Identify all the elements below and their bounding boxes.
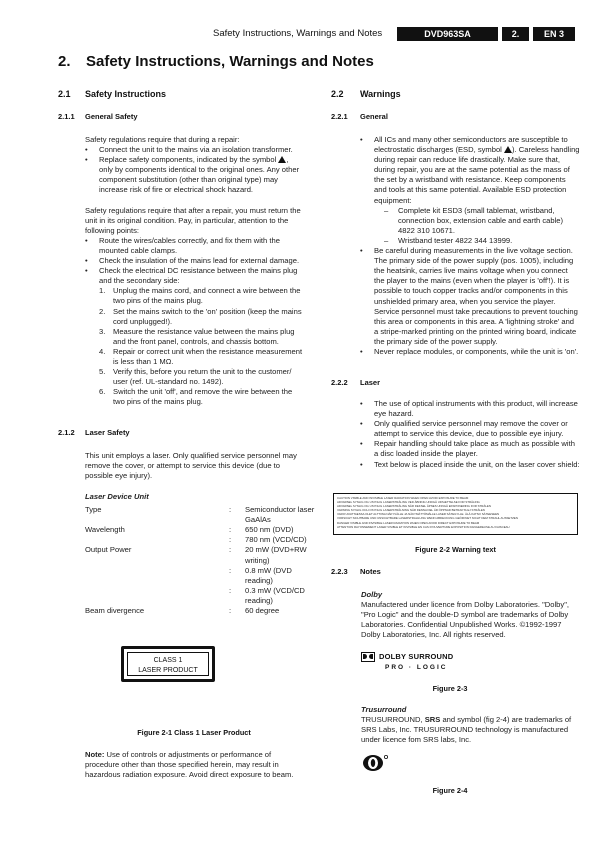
figure-2-1-caption: Figure 2-1 Class 1 Laser Product [137,728,251,737]
spec-colon: : [229,535,232,545]
list-item [360,399,580,419]
paragraph: Safety regulations require that after a repair, you must return the unit in its original condition. Pay, in particular, attention to the following points: [85,205,301,235]
warning-line: VARNING SYNLIG OCH OSYNLIG LASERSTRÅLNING NÄR DENNA DEL ÄR ÖPPNAD BETRAKTA EJ STRÅLEN [337,508,485,513]
laser-spec-table [85,492,315,616]
list-item-text: ). Careless handling during repair can reduce life drastically. Make sure that, during repair, you are at the same potential as the mass of the set by a wristband with resistance. Keep components and tools at this same potential. Available ESD protection equipment: [374,145,580,205]
esd-icon [504,146,512,153]
list-item [360,439,580,459]
trusurround-note [361,705,579,755]
laser-label-inner [127,652,209,676]
section-number: 2.1 [58,89,71,99]
warning-line: ATTENTION RAYONNEMENT LASER VISIBLE ET INVISIBLE EN CAS D'OUVERTURE EXPOSITION DANGEREUSE AU FAISCEAU [337,524,510,529]
section-title: Safety Instructions [85,89,167,99]
step-number: 6. [99,387,106,397]
spec-value: reading) [245,595,273,605]
spec-key: Wavelength [85,525,125,535]
step-text: Verify this, before you return the unit to the customer/ user (ref. UL-standard no. 1492). [113,367,292,387]
list-item [85,256,303,266]
warning-line: VARO! AVATTAESSA OLET ALTTIINA NÄKYVÄLLE JA NÄKYMÄTTÖMÄLLE LASER SÄTEILYLLE. ÄLÄ KATSO SÄTEESEEN [337,512,500,517]
section-number: 2.2.3 [331,567,348,576]
header-model: DVD963SA [397,27,498,41]
warning-line: CAUTION VISIBLE AND INVISIBLE LASER RADIATION WHEN OPEN AVOID EXPOSURE TO BEAM [337,496,469,500]
bullet-list [360,135,580,357]
spec-colon: : [229,565,232,575]
list-item-text: Only qualified service personnel may remove the cover or attempt to service this device, due to possible eye injury. [374,419,568,439]
dash-list [374,206,580,246]
spec-row-output-power [85,545,315,565]
spec-colon: : [229,545,232,555]
section-number: 2.2.2 [331,378,348,387]
list-item-text: All ICs and many other semiconductors are susceptible to electrostatic discharges (ESD, symbol [374,135,568,155]
double-d-icon [361,652,375,662]
list-item [85,145,303,155]
section-number: 2.2 [331,89,344,99]
list-item-text: Wristband tester 4822 344 13999. [398,235,513,245]
spec-key: Type [85,505,102,515]
trusurround-heading: Trusurround [361,705,407,714]
list-item-text: Connect the unit to the mains via an isolation transformer. [99,145,293,155]
spec-value: writing) [245,555,270,565]
spec-value: 0.3 mW (VCD/CD [245,585,305,595]
step-text: Set the mains switch to the 'on' position (keep the mains cord unplugged!). [113,306,302,326]
list-item [99,347,303,367]
step-text: Unplug the mains cord, and connect a wire between the two pins of the mains plug. [113,286,301,306]
section-number: 2.1.1 [58,112,75,121]
paragraph-text: and symbol (fig 2-4) are trademarks of SRS Labs, Inc. TRUSURROUND technology is manufactured under licence fom SRS labs, Inc. [361,715,572,745]
paragraph-text: TRUSURROUND, [361,715,425,725]
paragraph: Safety regulations require that during a repair: [85,135,240,144]
chapter-text: Safety Instructions, Warnings and Notes [86,53,374,70]
warnings-general-text [360,135,580,357]
list-item-text: Repair handling should take place as much as possible with a disc loaded inside the player. [374,439,575,459]
section-title: Warnings [360,89,401,99]
section-title: General [360,112,388,121]
laser-note [85,750,307,790]
step-text: Measure the resistance value between the mains plug and the front panel, controls, and chassis bottom. [113,326,295,346]
page-header [0,27,595,41]
spec-value: 0.8 mW (DVD [245,565,292,575]
spec-value: Semiconductor laser [245,505,315,515]
laser-warning-label [333,493,578,535]
list-item-text: Never replace modules, or components, while the unit is 'on'. [374,346,579,356]
list-item [99,387,303,407]
laser-label-line: CLASS 1 [153,657,183,664]
list-item-text: Route the wires/cables correctly, and fix them with the mounted cable clamps. [99,235,280,255]
list-item-text: The use of optical instruments with this product, will increase eye hazard. [374,399,578,419]
bullet-list [85,236,303,286]
class-1-laser-label [121,646,215,682]
spec-value: reading) [245,575,273,585]
list-item [85,266,303,286]
step-number: 5. [99,367,106,377]
spec-row-output-power-3 [85,586,315,606]
numbered-steps [85,286,303,407]
bullet-list [85,145,303,195]
list-item-text: Be careful during measurements in the live voltage section. The primary side of the power supply (pos. 1005), including the heatsink, carries live mains voltage when you connect the player to the mains (even when the player is 'off'!). It is possible to touch copper tracks and/or components in this unshielded primary area, when you service the player. Service personnel must take precautions to prevent touching this area or components in this area. A 'lightning stroke' and a stripe-marked printing on the printed wiring board, indicate the primary side of the power supply. [374,246,578,346]
step-number: 3. [99,326,106,336]
step-text: Repair or correct unit when the resistance measurement is less than 1 MΩ. [113,346,303,366]
list-item-text: Text below is placed inside the unit, on the laser cover shield: [374,459,580,469]
laser-warnings-text [360,399,580,470]
dolby-surround-logo [361,652,457,674]
dolby-logo-line: DOLBY SURROUND [379,652,454,661]
spec-colon: : [229,505,232,515]
warning-line: VORSICHT SICHTBARE UND UNSICHTBARE LASERSTRAHLUNG WENN ABDECKUNG GEÖFFNET NICHT DEM STRAHL AUSSETZEN [337,516,518,521]
spec-row-wavelength [85,525,315,535]
list-item [360,460,580,470]
section-number: 2.1.2 [58,428,75,437]
list-item-text: Check the insulation of the mains lead for external damage. [99,256,300,266]
dolby-heading: Dolby [361,590,383,599]
spec-value: 650 nm (DVD) [245,525,294,535]
list-item [99,327,303,347]
header-page: EN 3 [533,27,575,41]
step-number: 1. [99,286,106,296]
paragraph: This unit employs a laser. Only qualified service personnel may remove the cover, or attempt to service this device (due to possible eye injury). [85,451,297,481]
section-title: Laser Safety [85,428,130,437]
section-title: Laser [360,378,381,387]
spec-key: Beam divergence [85,606,145,616]
dolby-note [361,590,579,650]
laser-label-line: LASER PRODUCT [138,667,198,674]
list-item [99,367,303,387]
chapter-number: 2. [58,53,71,70]
list-item-text: Complete kit ESD3 (small tablemat, wristband, connection box, extension cable and earth cable) 4822 310 10671. [398,205,564,235]
spec-row-output-power-2 [85,566,315,586]
note-text: Use of controls or adjustments or performance of procedure other than those specified herein, may result in hazardous radiation exposure. Avoid direct exposure to beam. [85,750,294,780]
spec-row-wavelength-2 [85,535,315,545]
warning-line: ADVARSEL SYNLIG OG USYNLIG LASERSTRÅLING NÅR DEKSEL ÅPNES UNNGÅ EKSPONERING FOR STRÅLEN [337,504,491,509]
list-item [360,347,580,357]
laser-safety-text [85,451,303,491]
bullet-list [360,399,580,470]
step-number: 2. [99,306,106,316]
dolby-logo-line: PRO · LOGIC [385,664,448,671]
spec-value: 780 nm (VCD/CD) [245,535,307,545]
list-item [384,206,580,236]
list-item [360,135,580,246]
section-number: 2.2.1 [331,112,348,121]
srs-mark: SRS [424,715,441,725]
chapter-title [58,53,374,70]
spec-colon: : [229,525,232,535]
figure-2-3-caption: Figure 2-3 [432,684,468,693]
list-item-text: Replace safety components, indicated by the symbol [99,155,277,165]
list-item-text: Check the electrical DC resistance between the mains plug and the secondary side: [99,266,298,286]
warning-line: DANGER VISIBLE AND INVISIBLE LASER RADIATION WHEN OPEN AVOID DIRECT EXPOSURE TO BEAM [337,520,480,525]
list-item [99,307,303,327]
list-item [85,155,303,195]
list-item [360,246,580,347]
paragraph: Manufactered under licence from Dolby Laboratories. "Dolby", "Pro Logic" and the double-D symbol are trademarks of Dolby Laboratories. Confidential Unpublished Works. ©1992-1997 Dolby Laboratories, Inc. All rights reserved. [361,600,569,640]
spec-colon: : [229,606,232,616]
spec-colon: : [229,585,232,595]
spec-value: GaAlAs [245,515,271,525]
srs-logo-icon [361,753,391,773]
list-item [360,419,580,439]
spec-row-type [85,505,315,525]
list-item [99,286,303,306]
note-label: Note: [85,750,105,759]
general-safety-text [85,135,303,407]
spec-title: Laser Device Unit [85,492,149,501]
step-number: 4. [99,346,106,356]
list-item [85,236,303,256]
spec-value: 20 mW (DVD+RW [245,545,307,555]
header-chapter: 2. [502,27,529,41]
figure-2-4-caption: Figure 2-4 [432,786,468,795]
spec-value: 60 degree [245,606,280,616]
spec-row-beam-divergence [85,606,315,616]
list-item-text: , only by components identical to the original ones. Any other component substitution (other than original type) may increase risk of fire or electrical shock hazard. [99,155,300,195]
list-item [384,236,580,246]
warning-line: ADVARSEL SYNLIG OG USYNLIG LASERSTRÅLING VED ÅBNING UNDGÅ UDSÆTTELSE FOR STRÅLING [337,500,480,505]
step-text: Switch the unit 'off', and remove the wire between the two pins of the mains plug. [113,387,293,407]
spec-key: Output Power [85,545,132,555]
section-title: Notes [360,567,381,576]
header-title: Safety Instructions, Warnings and Notes [213,28,383,39]
section-title: General Safety [85,112,138,121]
figure-2-2-caption: Figure 2-2 Warning text [415,545,496,554]
